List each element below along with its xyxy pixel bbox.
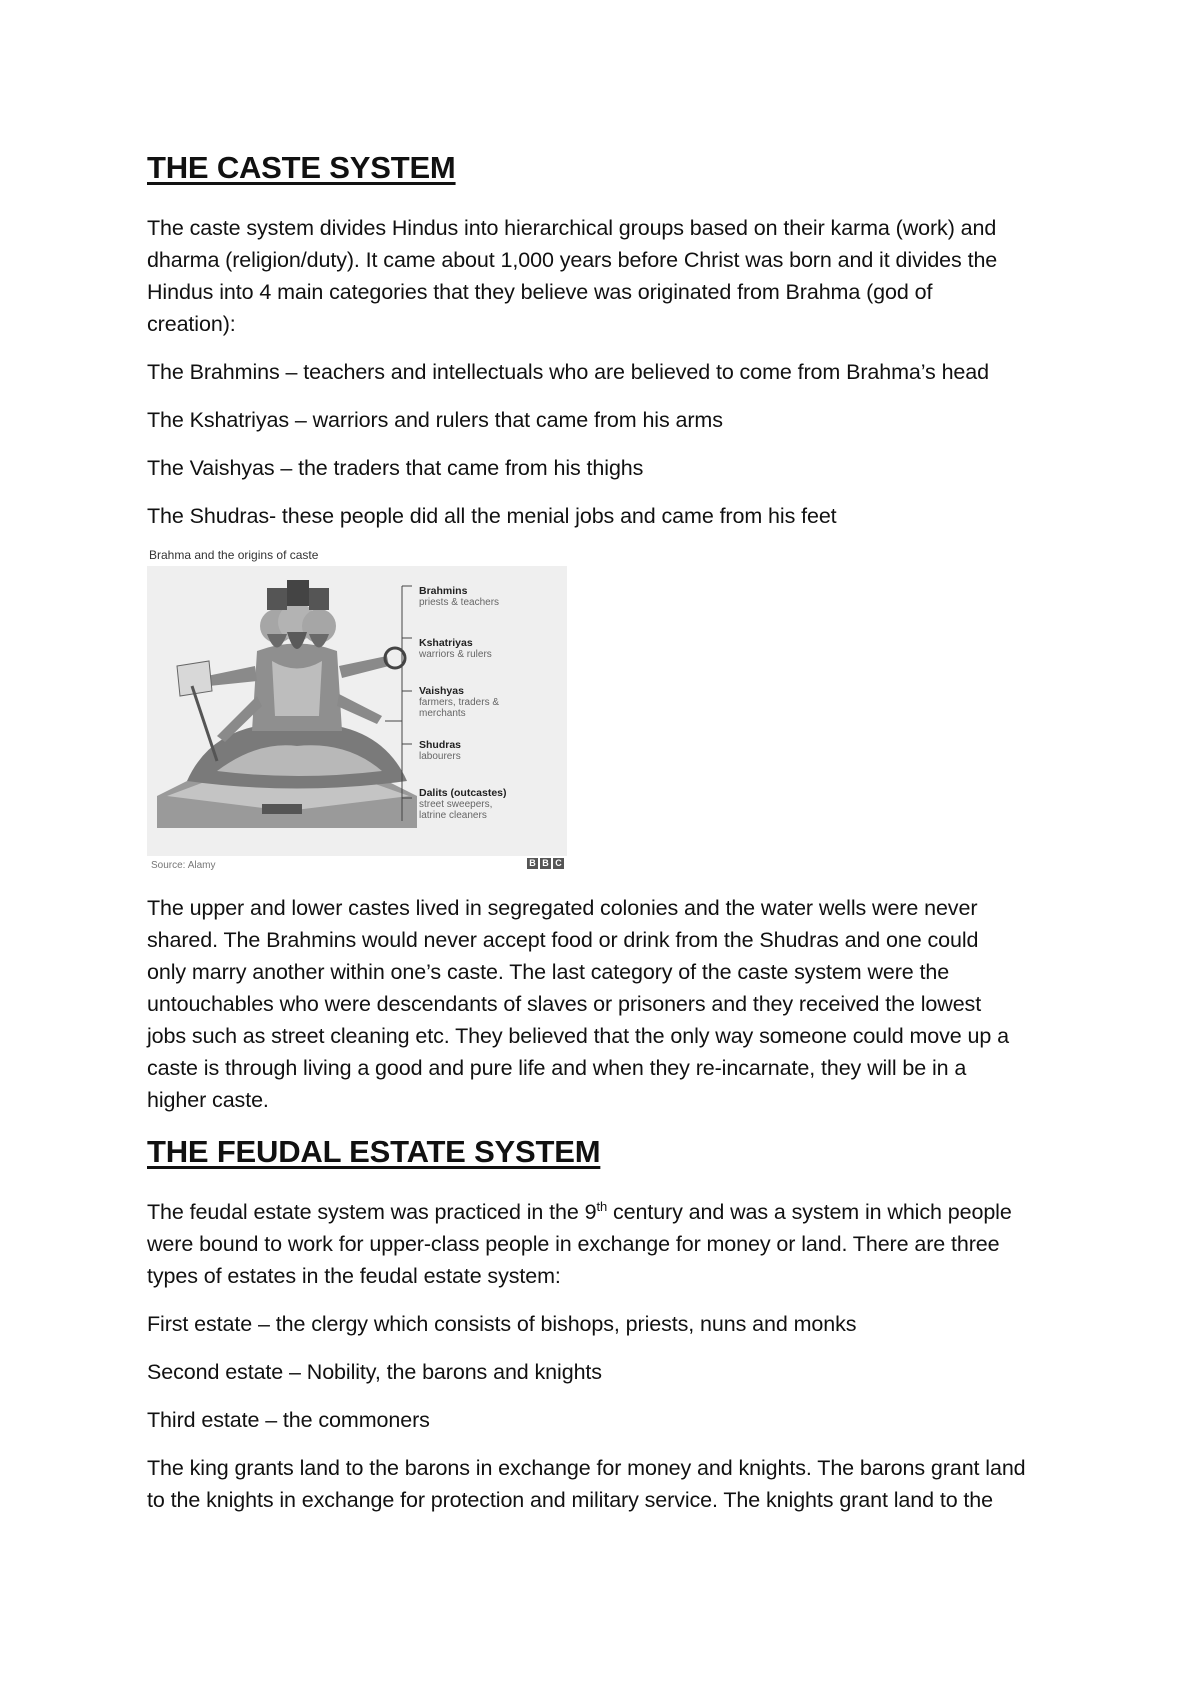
feudal-closing-paragraph — [147, 1452, 1067, 1516]
text-line: caste is through living a good and pure life and when they re-incarnate, they will be in a — [147, 1056, 967, 1080]
caste-brahmins: The Brahmins – teachers and intellectuals who are believed to come from Brahma’s head — [147, 360, 990, 384]
text-line: creation): — [147, 312, 236, 336]
figure-label-brahmins: Brahmins priests & teachers — [419, 585, 500, 608]
figure-label-vaishyas: Vaishyas farmers, traders & merchants — [419, 685, 500, 719]
caste-shudras: The Shudras- these people did all the menial jobs and came from his feet — [147, 504, 837, 528]
text-line: higher caste. — [147, 1088, 269, 1112]
feudal-intro-paragraph — [147, 1196, 1067, 1292]
caste-heading: THE CASTE SYSTEM — [147, 150, 456, 185]
figure-label-dalits: Dalits (outcastes) street sweepers, latrine cleaners — [419, 787, 507, 821]
text-line: The caste system divides Hindus into hierarchical groups based on their karma (work) and — [147, 216, 997, 240]
figure-source: Source: Alamy — [151, 860, 216, 871]
text-line: to the knights in exchange for protection and military service. The knights grant land to the — [147, 1488, 994, 1512]
bbc-logo: B B C — [527, 858, 564, 869]
text-line: The king grants land to the barons in exchange for money and knights. The barons grant land — [147, 1456, 1026, 1480]
caste-kshatriyas: The Kshatriyas – warriors and rulers that came from his arms — [147, 408, 723, 432]
text-line: The upper and lower castes lived in segregated colonies and the water wells were never — [147, 896, 978, 920]
figure-caption: Brahma and the origins of caste — [149, 548, 319, 562]
text-line: Hindus into 4 main categories that they believe was originated from Brahma (god of — [147, 280, 933, 304]
figure-label-kshatriyas: Kshatriyas warriors & rulers — [419, 637, 492, 660]
estate-first: First estate – the clergy which consists of bishops, priests, nuns and monks — [147, 1312, 857, 1336]
text-line: only marry another within one’s caste. The last category of the caste system were the — [147, 960, 950, 984]
caste-closing-paragraph — [147, 892, 1067, 1116]
estate-second: Second estate – Nobility, the barons and knights — [147, 1360, 602, 1384]
brahma-figure — [147, 566, 567, 856]
feudal-heading: THE FEUDAL ESTATE SYSTEM — [147, 1134, 601, 1169]
text-line: jobs such as street cleaning etc. They believed that the only way someone could move up a — [147, 1024, 1009, 1048]
caste-vaishyas: The Vaishyas – the traders that came from his thighs — [147, 456, 644, 480]
estate-third: Third estate – the commoners — [147, 1408, 430, 1432]
text-line: The feudal estate system was practiced in the 9th century and was a system in which people — [147, 1198, 1012, 1224]
text-line: shared. The Brahmins would never accept food or drink from the Shudras and one could — [147, 928, 979, 952]
caste-intro-paragraph — [147, 212, 1067, 340]
figure-label-shudras: Shudras labourers — [419, 739, 462, 762]
text-line: types of estates in the feudal estate system: — [147, 1264, 561, 1288]
text-line: dharma (religion/duty). It came about 1,000 years before Christ was born and it divides the — [147, 248, 998, 272]
text-line: untouchables who were descendants of slaves or prisoners and they received the lowest — [147, 992, 982, 1016]
text-line: were bound to work for upper-class people in exchange for money or land. There are three — [147, 1232, 1000, 1256]
